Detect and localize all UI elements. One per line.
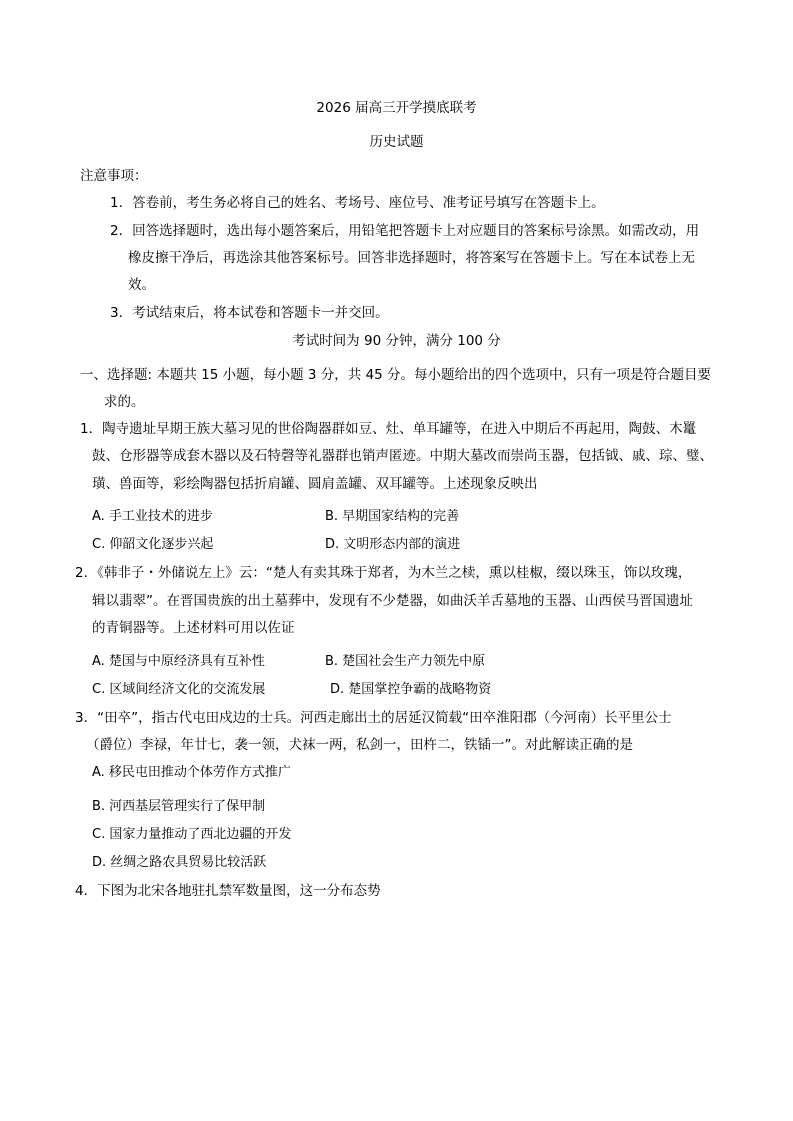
q1-stem-line: 璜、兽面等，彩绘陶器包括折肩罐、圆肩盖罐、双耳罐等。上述现象反映出 — [92, 476, 538, 492]
q3-stem-line: 3．“田卒”，指古代屯田戍边的士兵。河西走廊出土的居延汉简载“田卒淮阳郡（今河南）长平里公士 — [75, 710, 672, 726]
exam-title: 2026 届高三开学摸底联考 — [316, 100, 477, 116]
q3-option-c: C. 国家力量推动了西北边疆的开发 — [92, 827, 292, 842]
q1-stem-line: 1．陶寺遗址早期王族大墓习见的世俗陶器群如豆、灶、单耳罐等，在进入中期后不再起用，陶鼓、木鼍 — [80, 421, 697, 437]
q2-stem-line: 2．《韩非子・外储说左上》云：“楚人有卖其珠于郑者，为木兰之椟，熏以桂椒，缀以珠玉，饰以玫瑰， — [75, 565, 692, 581]
notice-item-2-cont: 橡皮擦干净后，再选涂其他答案标号。回答非选择题时，将答案写在答题卡上。写在本试卷上无 — [128, 250, 695, 266]
section-heading-cont: 求的。 — [104, 394, 145, 410]
notice-item-2-end: 效。 — [128, 277, 155, 293]
exam-subject: 历史试题 — [369, 134, 424, 150]
exam-time: 考试时间为 90 分钟，满分 100 分 — [292, 333, 501, 349]
q2-option-a: A. 楚国与中原经济具有互补性 — [92, 654, 265, 669]
notice-item-3: 3．考试结束后，将本试卷和答题卡一并交回。 — [110, 305, 389, 321]
q2-stem-line: 辑以翡翠”。在晋国贵族的出土墓葬中，发现有不少楚器，如曲沃羊舌墓地的玉器、山西侯马晋国遗址 — [92, 593, 693, 609]
notice-item-1: 1．答卷前，考生务必将自己的姓名、考场号、座位号、准考证号填写在答题卡上。 — [110, 195, 605, 211]
q1-option-c: C. 仰韶文化逐步兴起 — [92, 537, 214, 552]
q3-option-b: B. 河西基层管理实行了保甲制 — [92, 799, 266, 814]
q3-option-d: D. 丝绸之路农具贸易比较活跃 — [92, 855, 267, 870]
section-heading: 一、选择题: 本题共 15 小题，每小题 3 分，共 45 分。每小题给出的四个选项中，只有一项是符合题目要 — [80, 367, 712, 383]
q1-option-d: D. 文明形态内部的演进 — [325, 537, 461, 552]
q2-option-d: D. 楚国掌控争霸的战略物资 — [330, 682, 492, 697]
q3-option-a: A. 移民屯田推动个体劳作方式推广 — [92, 765, 291, 780]
notice-heading: 注意事项： — [80, 168, 148, 184]
q1-stem-line: 鼓、仓形器等成套木器以及石特磬等礼器群也销声匿迹。中期大墓改而崇尚玉器，包括钺、戚、琮、璧、 — [92, 448, 713, 464]
q2-option-c: C. 区域间经济文化的交流发展 — [92, 682, 266, 697]
notice-item-2: 2．回答选择题时，选出每小题答案后，用铅笔把答题卡上对应题目的答案标号涂黑。如需改动，用 — [110, 223, 700, 239]
q1-option-a: A. 手工业技术的进步 — [92, 509, 213, 524]
q1-option-b: B. 早期国家结构的完善 — [325, 509, 460, 524]
q4-stem-line: 4．下图为北宋各地驻扎禁军数量图，这一分布态势 — [75, 883, 381, 899]
q3-stem-line: （爵位）李禄，年廿七，袭一领，犬袜一两，私剑一，田杵二，铁锸一”。对此解读正确的是 — [86, 737, 633, 753]
q2-stem-line: 的青铜器等。上述材料可用以佐证 — [92, 620, 295, 636]
q2-option-b: B. 楚国社会生产力领先中原 — [325, 654, 486, 669]
